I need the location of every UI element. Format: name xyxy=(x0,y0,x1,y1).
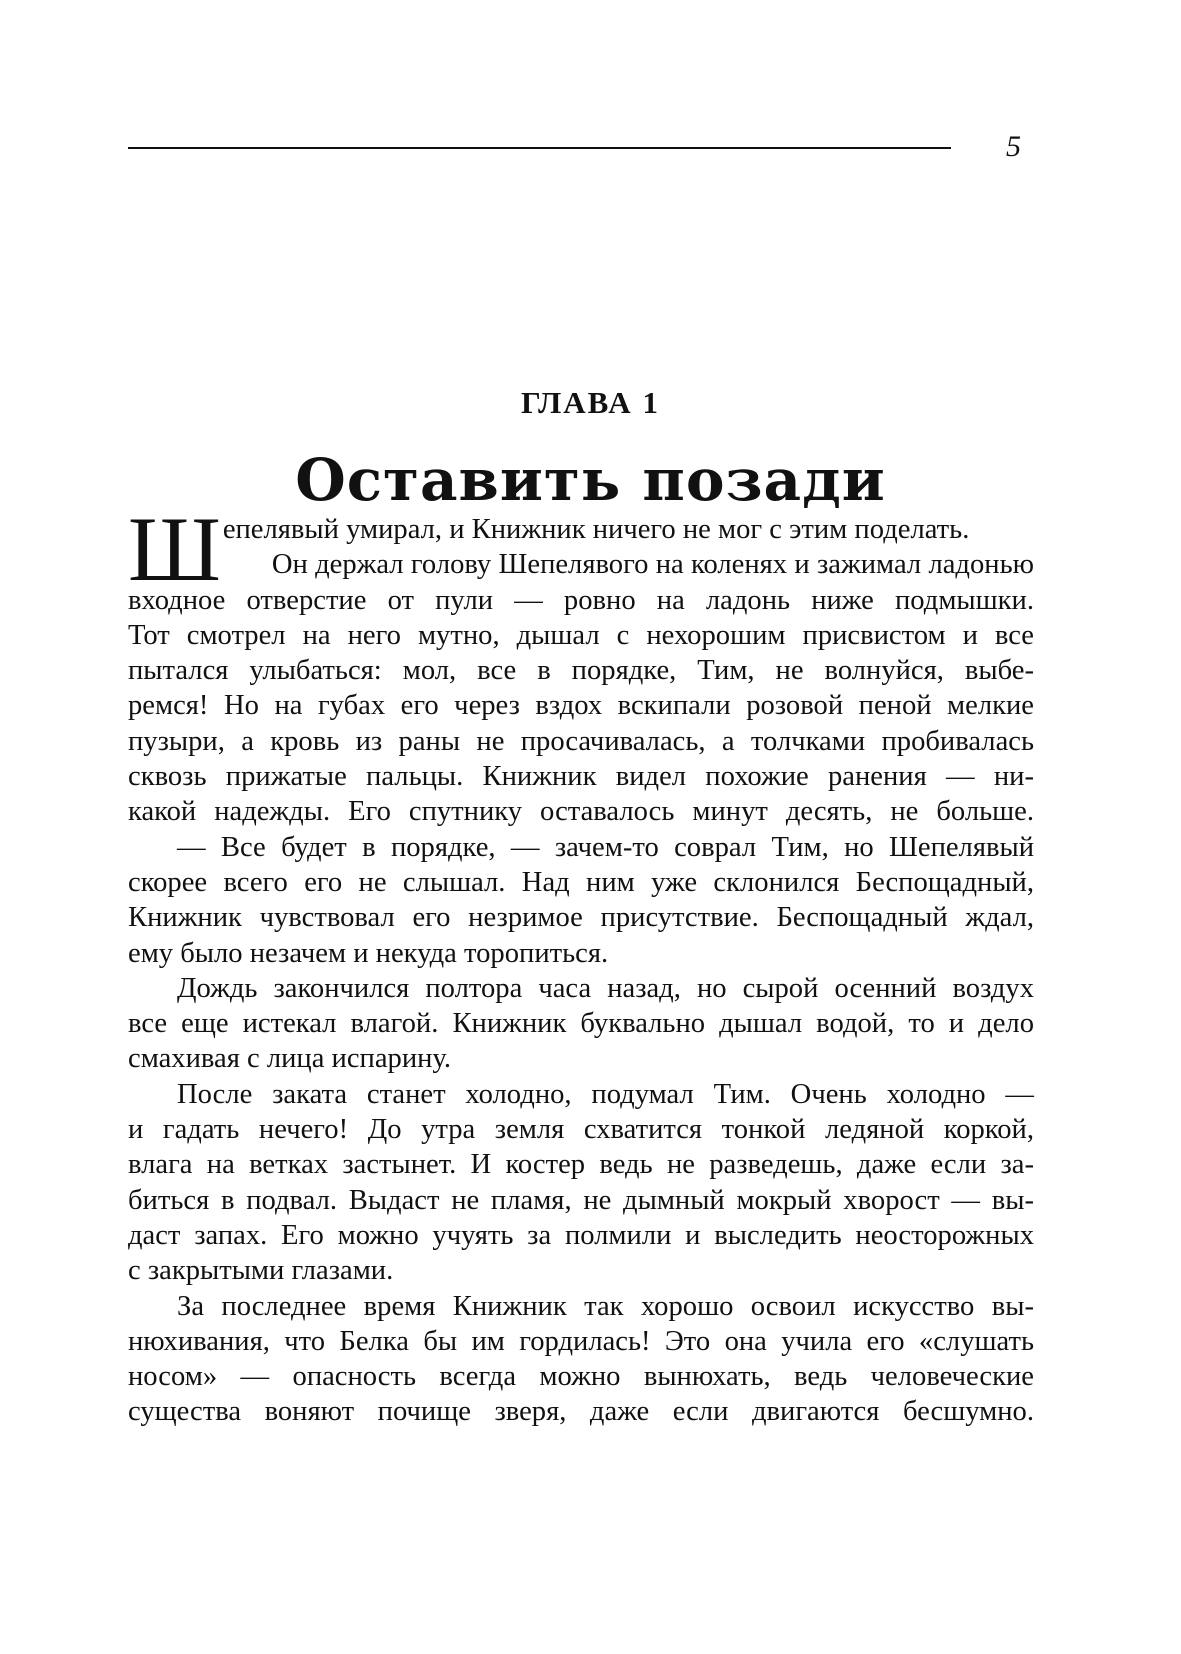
text-line: епелявый умирал, и Книжник ничего не мог с этим поделать. xyxy=(222,514,970,545)
text-line: Книжник чувствовал его незримое присутствие. Беспощадный ждал, xyxy=(128,902,1034,934)
paragraph-continuation xyxy=(128,1324,1034,1430)
paragraph xyxy=(128,971,1034,1006)
text-line: смахивая с лица испарину. xyxy=(128,1043,452,1075)
paragraph xyxy=(128,1289,1034,1324)
paragraph-continuation xyxy=(128,583,1034,830)
text-line: входное отверстие от пули — ровно на ладонь ниже подмышки. xyxy=(128,584,1034,616)
paragraph xyxy=(128,1077,1034,1112)
text-line: существа воняют почище зверя, даже если двигаются бесшумно. xyxy=(128,1396,1034,1428)
text-line: Он держал голову Шепелявого на коленях и зажимал ладонью xyxy=(271,549,1034,581)
page-number: 5 xyxy=(1006,130,1021,163)
drop-cap: Ш xyxy=(128,498,221,600)
text-line: влага на ветках застынет. И костер ведь не разведешь, даже если за- xyxy=(128,1149,1034,1181)
text-line: какой надежды. Его спутнику оставалось минут десять, не больше. xyxy=(128,796,1034,828)
text-line: носом» — опасность всегда можно вынюхать, ведь человеческие xyxy=(128,1361,1034,1393)
paragraph-continuation xyxy=(128,1006,1034,1077)
text-line: скорее всего его не слышал. Над ним уже склонился Беспощадный, xyxy=(128,866,1034,898)
chapter-title: Оставить позади xyxy=(295,446,886,514)
text-line: За последнее время Книжник так хорошо освоил искусство вы- xyxy=(177,1290,1034,1322)
header-rule xyxy=(128,147,951,149)
text-line: и гадать нечего! До утра земля схватится тонкой ледяной коркой, xyxy=(128,1114,1034,1146)
paragraph-continuation xyxy=(128,1112,1034,1288)
paragraph-continuation xyxy=(128,865,1034,971)
text-line: нюхивания, что Белка бы им гордилась! Это она учила его «слушать xyxy=(128,1325,1034,1357)
text-line: ремся! Но на губах его через вздох вскипали розовой пеной мелкие xyxy=(128,690,1034,722)
text-line: даст запах. Его можно учуять за полмили и выследить неосторожных xyxy=(128,1219,1034,1251)
text-line: После заката станет холодно, подумал Тим. Очень холодно — xyxy=(177,1078,1034,1110)
text-line: с закрытыми глазами. xyxy=(128,1255,394,1287)
text-line: пузыри, а кровь из раны не просачивалась, а толчками пробивалась xyxy=(128,725,1034,757)
text-line: биться в подвал. Выдаст не пламя, не дымный мокрый хворост — вы- xyxy=(128,1184,1034,1216)
body-text xyxy=(128,498,1034,1430)
text-line: — Все будет в порядке, — зачем-то соврал Тим, но Шепелявый xyxy=(177,831,1034,863)
text-line: Дождь закончился полтора часа назад, но сырой осенний воздух xyxy=(177,972,1034,1004)
paragraph xyxy=(128,547,1034,582)
text-line: сквозь прижатые пальцы. Книжник видел похожие ранения — ни- xyxy=(128,761,1034,793)
chapter-label: ГЛАВА 1 xyxy=(521,385,660,420)
text-line: пытался улыбаться: мол, все в порядке, Тим, не волнуйся, выбе- xyxy=(128,655,1034,687)
text-line: ему было незачем и некуда торопиться. xyxy=(128,937,609,969)
paragraph xyxy=(128,830,1034,865)
text-line: Тот смотрел на него мутно, дышал с нехорошим присвистом и все xyxy=(128,619,1034,651)
text-line: все еще истекал влагой. Книжник буквально дышал водой, то и дело xyxy=(128,1008,1034,1040)
